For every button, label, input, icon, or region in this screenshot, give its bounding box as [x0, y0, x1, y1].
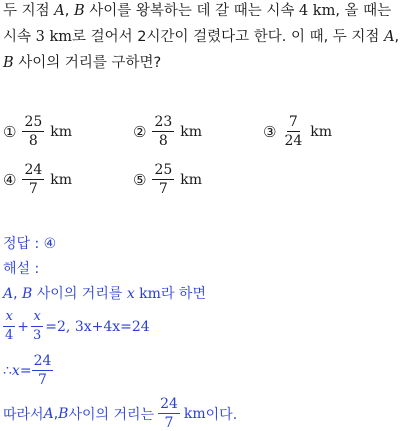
choice-number: ⑤	[133, 170, 147, 189]
point-a: A	[384, 29, 395, 45]
question-text: 사이를 왕복하는 데 갈 때는 시속	[84, 3, 299, 19]
choice-fraction	[282, 114, 304, 149]
choice-unit: km	[50, 171, 73, 188]
speed-going: 4 km	[298, 3, 336, 19]
solution-line-2	[3, 309, 150, 344]
unit-km: km	[183, 405, 206, 422]
choice-unit: km	[310, 123, 333, 140]
point-b: B	[22, 286, 33, 302]
variable-x: x	[11, 362, 20, 379]
choice-number: ①	[3, 122, 17, 141]
fraction-numerator: x	[31, 309, 42, 327]
solution-text: 따라서	[3, 406, 44, 423]
unit-km: km	[134, 286, 161, 302]
point-a: A	[54, 3, 65, 19]
choice-number: ④	[3, 170, 17, 189]
question-text: ,	[64, 3, 74, 19]
equation-fraction-2	[31, 309, 43, 344]
fraction-denominator: 24	[284, 133, 303, 149]
choice-fraction	[152, 162, 174, 197]
fraction-denominator: 8	[158, 133, 168, 149]
question-text: , 올 때는	[335, 3, 392, 19]
choice-5[interactable]	[133, 162, 202, 197]
question-text: 두 지점	[3, 3, 55, 19]
solution-text: 사이의 거리는	[68, 406, 155, 423]
solution-line-3	[3, 353, 53, 388]
therefore-symbol: ∴	[3, 362, 12, 379]
explanation-label: 해설 :	[3, 261, 40, 277]
question-text: 사이의 거리를 구하면?	[13, 55, 162, 71]
question-text: ,	[394, 29, 400, 45]
choice-fraction	[152, 114, 174, 149]
choice-number: ②	[133, 122, 147, 141]
solution-text: 이다.	[205, 406, 238, 423]
choice-2[interactable]	[133, 114, 202, 149]
fraction-numerator: 25	[154, 162, 173, 178]
equals-sign: =	[19, 362, 32, 379]
solution-line-4	[3, 396, 237, 431]
separator: ,	[53, 405, 59, 422]
choice-unit: km	[180, 123, 203, 140]
fraction-denominator: 3	[33, 328, 42, 343]
equation-text: =2, 3x+4x=24	[45, 318, 150, 335]
fraction-numerator: 7	[288, 114, 298, 130]
result-fraction	[32, 353, 54, 388]
fraction-numerator: 24	[160, 396, 178, 412]
speed-return: 3 km	[35, 29, 72, 45]
choice-fraction	[22, 162, 44, 197]
question-line-1	[3, 1, 391, 21]
point-b: B	[3, 55, 14, 71]
choice-unit: km	[180, 171, 203, 188]
point-a: A	[3, 286, 14, 302]
solution-line-1	[3, 283, 206, 303]
fraction-denominator: 7	[158, 181, 168, 197]
fraction-numerator: x	[3, 309, 14, 327]
solution-text: 사이의 거리를	[32, 286, 127, 302]
choice-fraction	[22, 114, 44, 149]
point-b: B	[58, 405, 69, 422]
solution-text: 라 하면	[160, 286, 206, 302]
choice-4[interactable]	[3, 162, 72, 197]
final-fraction	[158, 396, 180, 431]
equation-fraction-1	[3, 309, 15, 344]
fraction-denominator: 4	[5, 328, 14, 343]
choice-unit: km	[50, 123, 73, 140]
question-line-3	[3, 53, 161, 73]
answer-label: 정답 : ④	[3, 236, 57, 252]
point-a: A	[43, 405, 54, 422]
fraction-denominator: 7	[28, 181, 38, 197]
fraction-numerator: 23	[154, 114, 173, 130]
choice-1[interactable]	[3, 114, 72, 149]
question-text: 시속	[3, 29, 36, 45]
question-line-2	[3, 27, 399, 47]
question-text: 로 걸어서 2시간이 걸렸다고 한다. 이 때, 두 지점	[72, 29, 385, 45]
separator: ,	[13, 286, 23, 302]
fraction-numerator: 25	[24, 114, 43, 130]
point-b: B	[73, 3, 85, 19]
variable-x: x	[126, 286, 135, 302]
plus-sign: +	[17, 318, 30, 335]
choice-number: ③	[263, 122, 277, 141]
fraction-numerator: 24	[24, 162, 43, 178]
fraction-denominator: 8	[28, 133, 38, 149]
fraction-numerator: 24	[33, 353, 52, 369]
fraction-denominator: 7	[38, 372, 47, 388]
choice-3[interactable]	[263, 114, 332, 149]
fraction-denominator: 7	[164, 415, 174, 431]
